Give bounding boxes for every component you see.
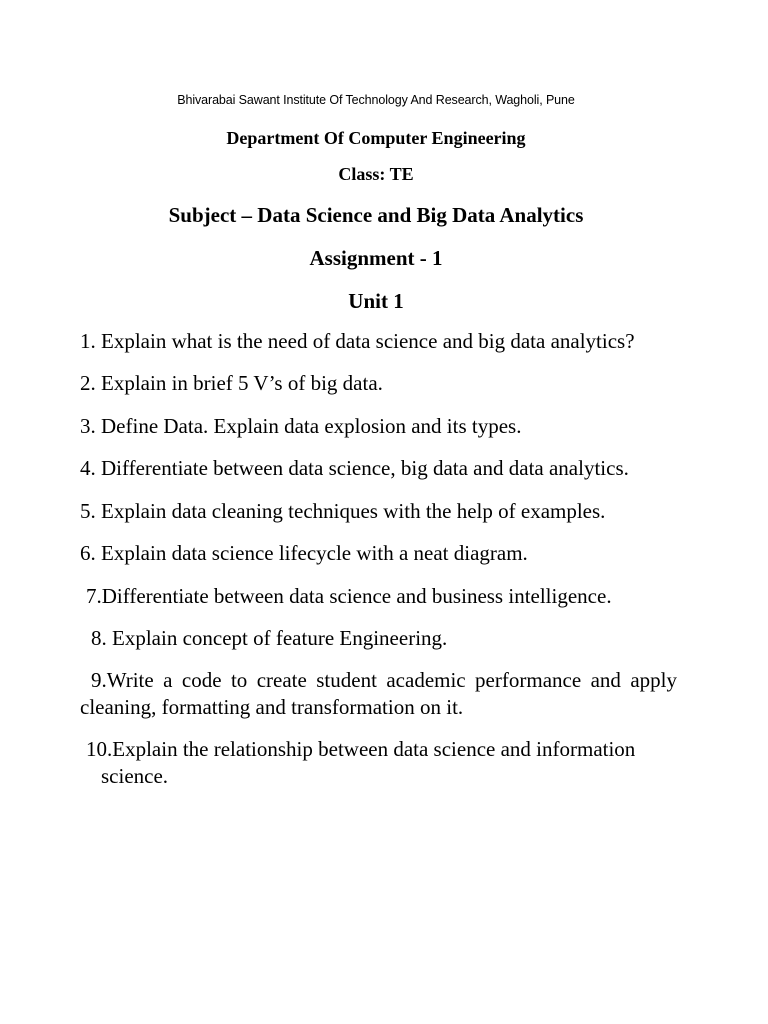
question-6: 6. Explain data science lifecycle with a neat diagram. [80,541,528,565]
department-heading: Department Of Computer Engineering [226,128,526,148]
question-1: 1. Explain what is the need of data science and big data analytics? [80,329,635,353]
subject-heading: Subject – Data Science and Big Data Analytics [168,203,584,227]
assignment-heading: Assignment - 1 [309,246,443,270]
question-7: 7.Differentiate between data science and business intelligence. [86,584,612,608]
class-heading: Class: TE [338,164,414,184]
question-4: 4. Differentiate between data science, big data and data analytics. [80,456,629,480]
question-2: 2. Explain in brief 5 V’s of big data. [80,371,383,395]
question-5: 5. Explain data cleaning techniques with the help of examples. [80,499,606,523]
institute-name: Bhivarabai Sawant Institute Of Technology And Research, Wagholi, Pune [177,93,575,107]
question-8: 8. Explain concept of feature Engineering. [91,626,448,650]
unit-heading: Unit 1 [348,289,404,313]
question-3: 3. Define Data. Explain data explosion and its types. [80,414,522,438]
question-10: 10.Explain the relationship between data science and information science. [86,737,636,788]
question-9: 9.Write a code to create student academic performance and apply cleaning, formatting and transformation on it. [80,668,677,719]
